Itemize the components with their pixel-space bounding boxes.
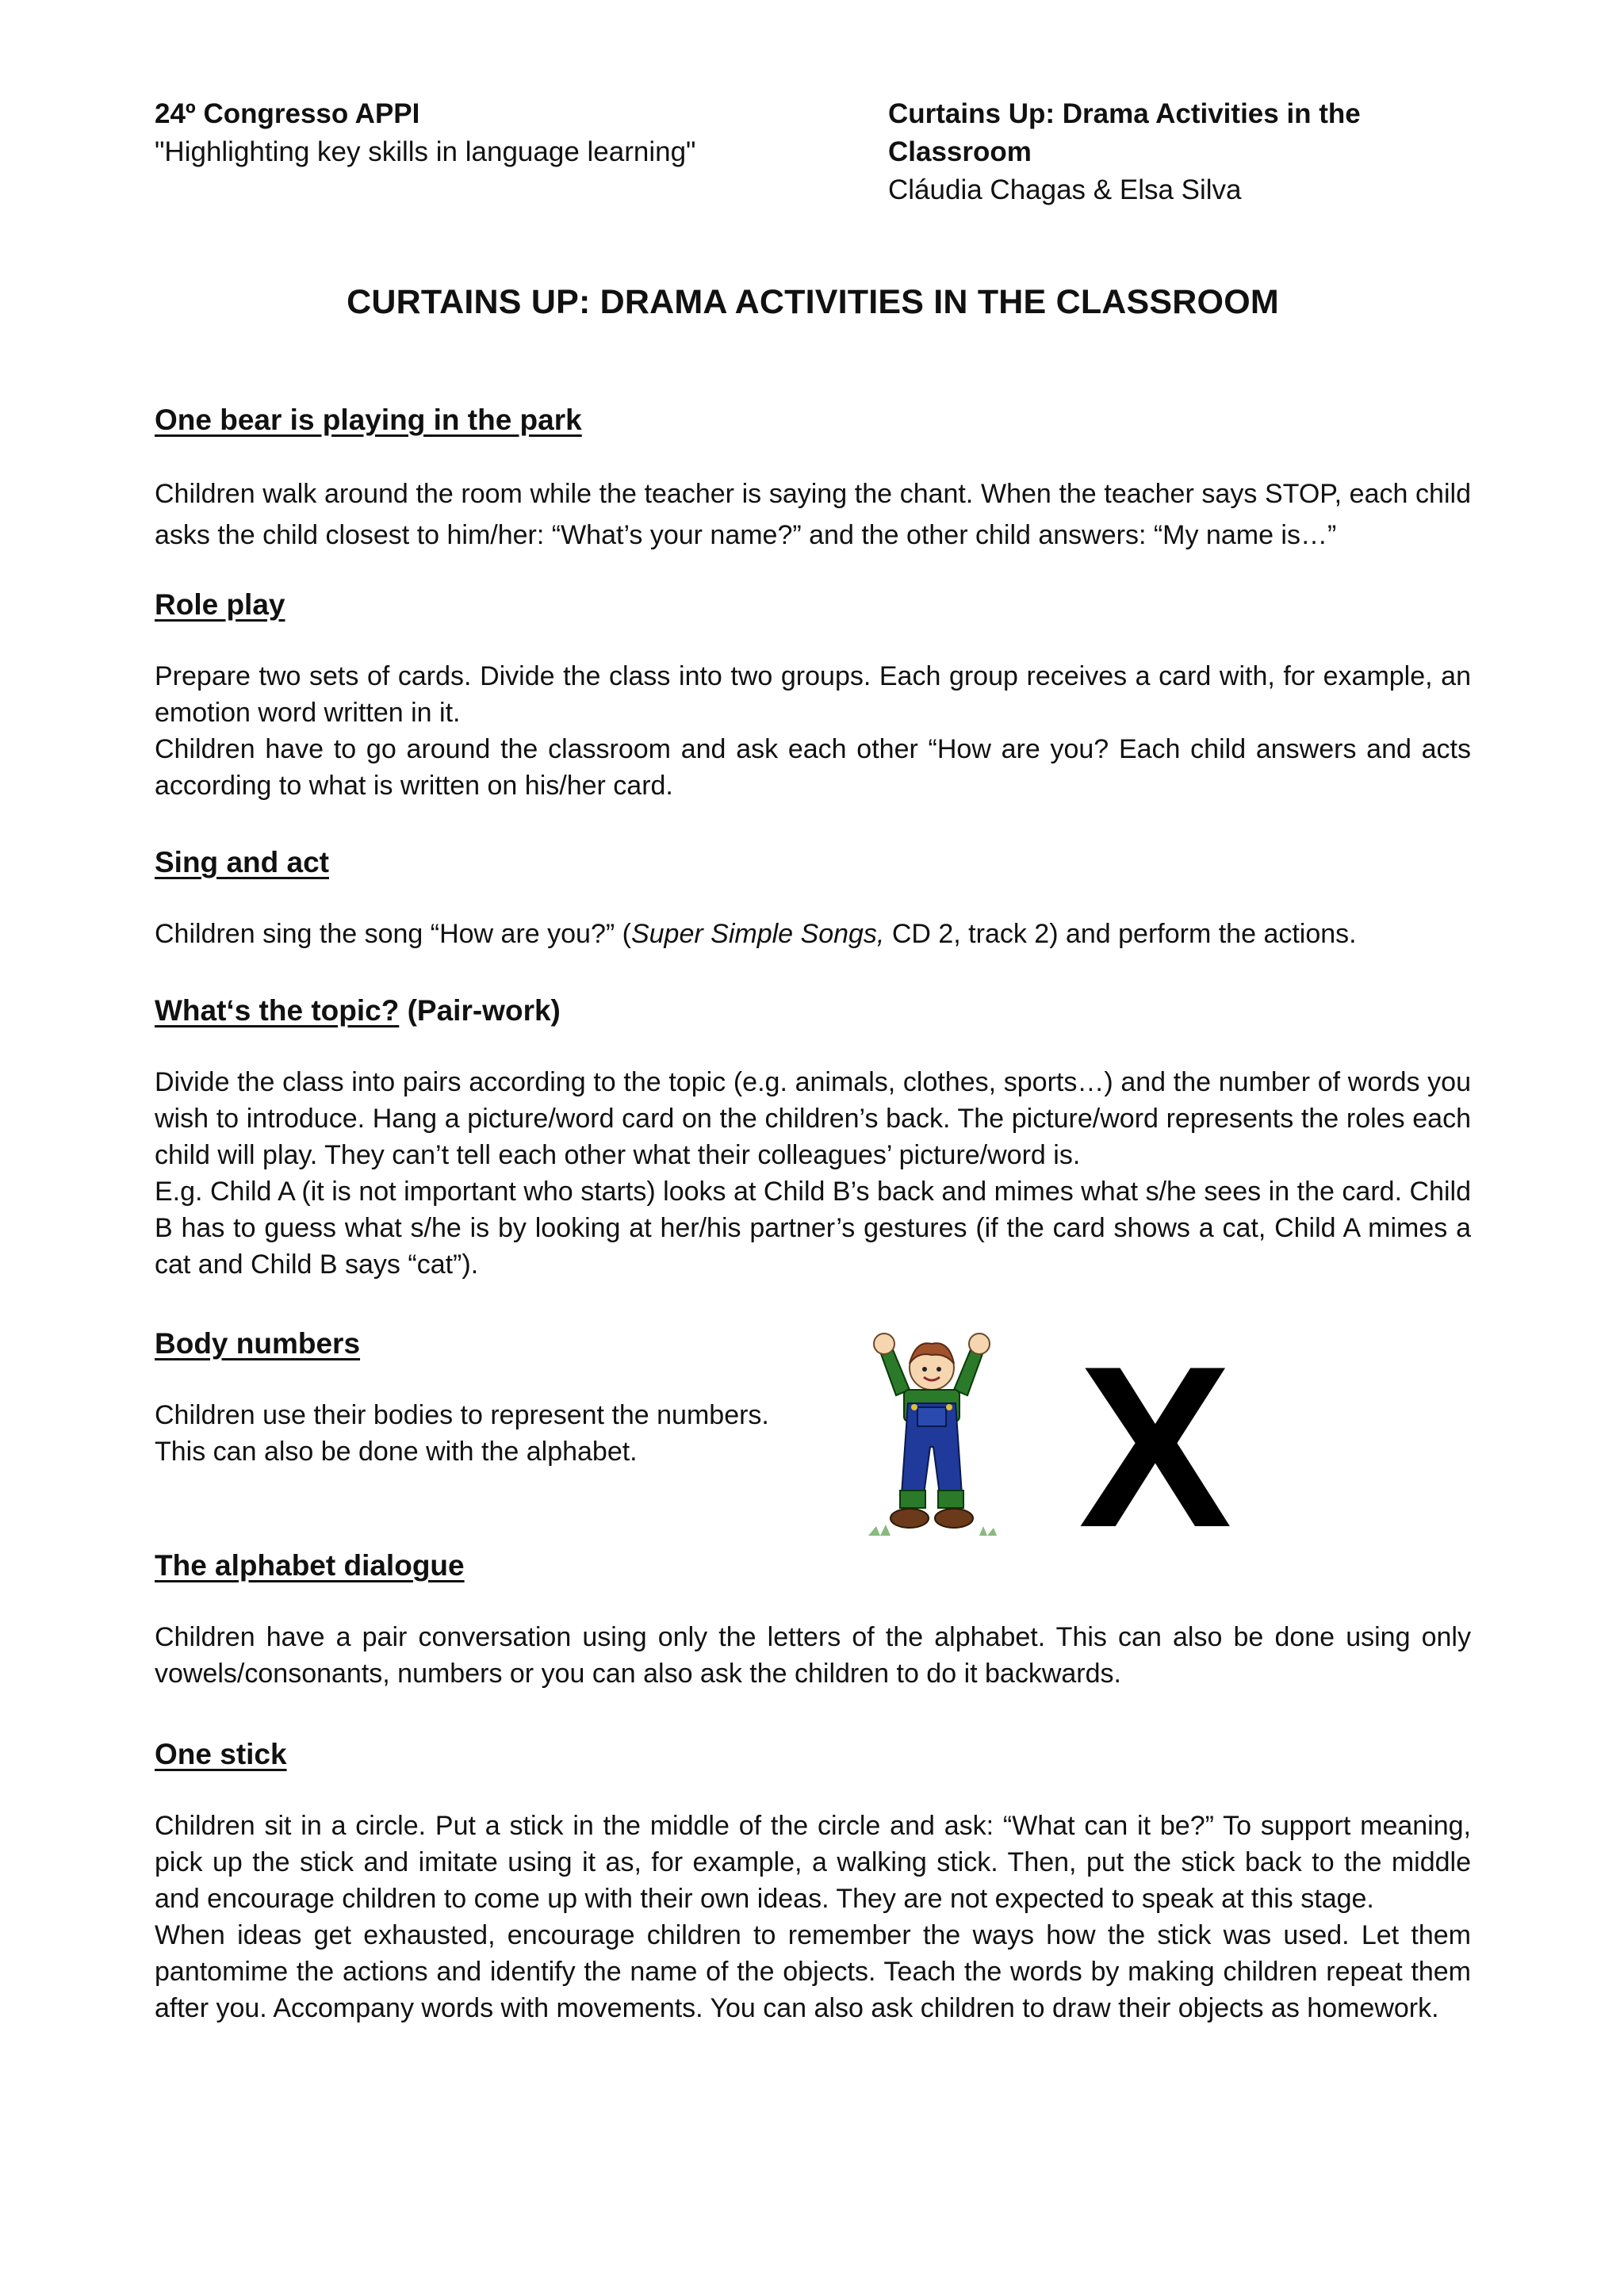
letter-x-illustration: X <box>1078 1318 1232 1575</box>
section-paragraph: Prepare two sets of cards. Divide the class into two groups. Each group receives a card with, for example, an emotion word written in it. <box>155 661 1471 728</box>
conference-name: 24º Congresso APPI <box>155 98 420 129</box>
section-heading: The alphabet dialogue <box>155 1549 465 1582</box>
section-heading: One stick <box>155 1738 287 1770</box>
section-body-numbers <box>155 1324 868 1470</box>
section-paragraph: When ideas get exhausted, encourage children to remember the ways how the stick was used. Let them pantomime the actions and identify the name of the objects. Teach the words by making children repeat them after you. Accompany words with movements. You can also ask children to draw their objects as homework. <box>155 1920 1471 2023</box>
section-heading-suffix: (Pair-work) <box>399 994 561 1027</box>
section-paragraph: Children sit in a circle. Put a stick in the middle of the circle and ask: “What can it be?” To support meaning, pick up the stick and imitate using it as, for example, a walking stick. Then, put the stick back to the middle and encourage children to come up with their own ideas. They are not expected to speak at this stage. <box>155 1811 1471 1914</box>
section-heading: One bear is playing in the park <box>155 404 582 436</box>
workshop-title: Curtains Up: Drama Activities in the Classroom <box>888 98 1361 167</box>
section-heading: What‘s the topic? <box>155 994 400 1027</box>
child-with-raised-arms-icon <box>860 1328 1003 1542</box>
section-paragraph: Children walk around the room while the teacher is saying the chant. When the teacher says STOP, each child asks the child closest to him/her: “What’s your name?” and the other child answers: “My name is…” <box>155 479 1471 550</box>
header-right <box>888 95 1475 209</box>
section-heading: Role play <box>155 588 285 621</box>
section-line: This can also be done with the alphabet. <box>155 1437 638 1467</box>
section-paragraph: Children have a pair conversation using only the letters of the alphabet. This can also be done using only vowels/consonants, numbers or you can also ask the children to do it backwards. <box>155 1622 1471 1689</box>
section-alphabet-dialogue <box>155 1546 1471 1692</box>
section-sing-and-act <box>155 843 1471 952</box>
document-title: CURTAINS UP: DRAMA ACTIVITIES IN THE CLASSROOM <box>347 283 1279 321</box>
section-line: Children use their bodies to represent the numbers. <box>155 1400 769 1430</box>
section-role-play <box>155 585 1471 804</box>
section-heading: Body numbers <box>155 1327 361 1360</box>
section-whats-the-topic <box>155 991 1471 1283</box>
header-left <box>155 95 789 171</box>
authors: Cláudia Chagas & Elsa Silva <box>888 174 1242 205</box>
conference-theme: "Highlighting key skills in language learning" <box>155 136 696 167</box>
section-paragraph: Children sing the song “How are you?” (Super Simple Songs, CD 2, track 2) and perform the actions. <box>155 919 1357 949</box>
section-one-stick <box>155 1735 1471 2026</box>
section-paragraph: Children have to go around the classroom and ask each other “How are you? Each child answers and acts according to what is written on his/her card. <box>155 734 1471 801</box>
section-one-bear <box>155 400 1471 556</box>
section-paragraph: E.g. Child A (it is not important who starts) looks at Child B’s back and mimes what s/he sees in the card. Child B has to guess what s/he is by looking at her/his partner’s gestures (if the card shows a cat, Child A mimes a cat and Child B says “cat”). <box>155 1177 1471 1280</box>
section-heading: Sing and act <box>155 846 329 878</box>
section-paragraph: Divide the class into pairs according to the topic (e.g. animals, clothes, sports…) and the number of words you wish to introduce. Hang a picture/word card on the children’s back. The picture/word represents the roles each child will play. They can’t tell each other what their colleagues’ picture/word is. <box>155 1067 1471 1170</box>
song-source: Super Simple Songs, <box>630 919 885 949</box>
